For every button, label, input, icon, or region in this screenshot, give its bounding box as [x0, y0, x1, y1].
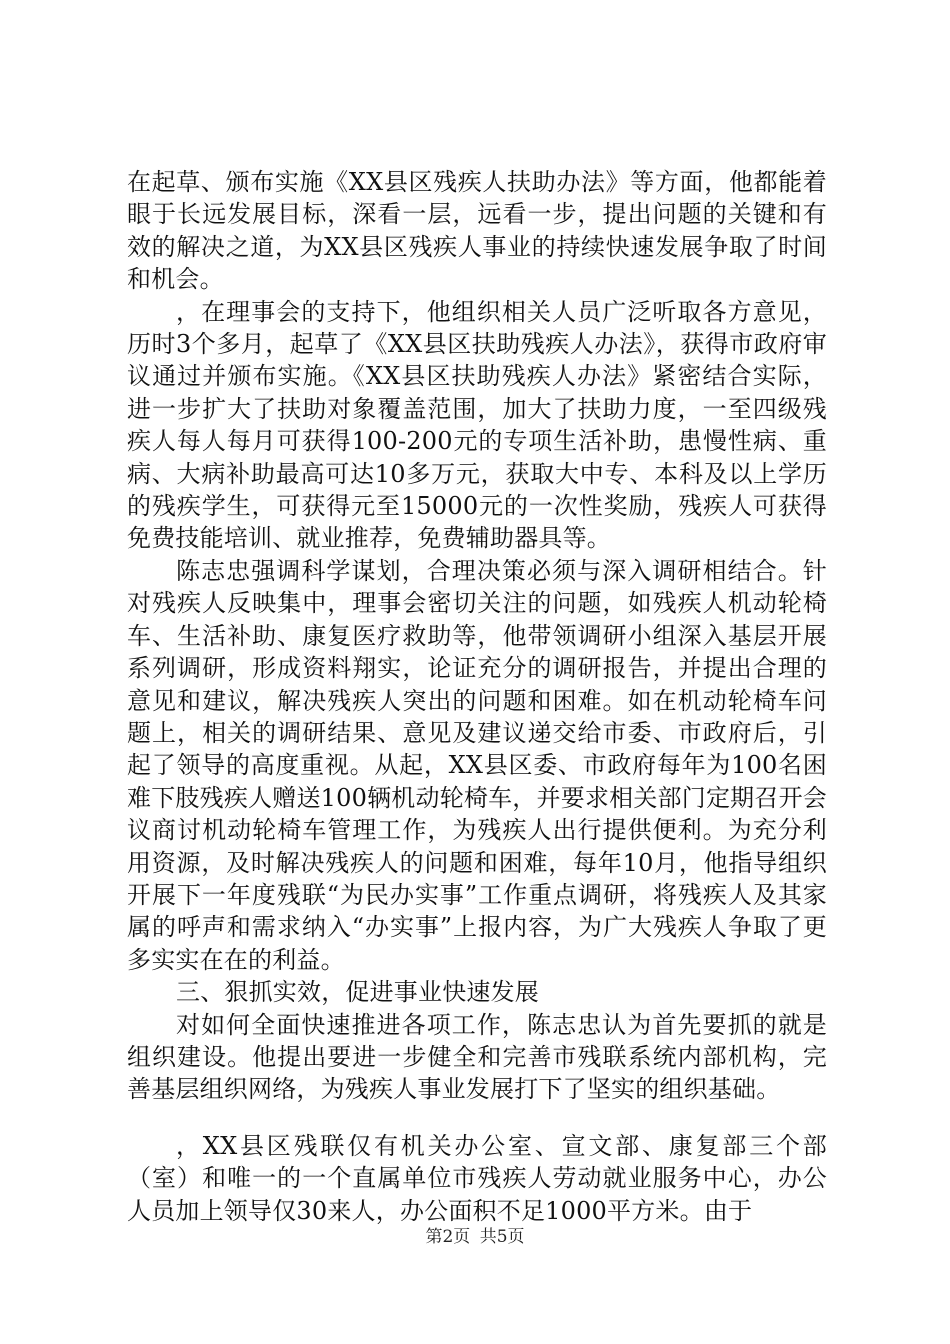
document-body: [127, 166, 827, 1227]
page-footer: [0, 1226, 950, 1248]
paragraph-1: 在起草、颁布实施《XX县区残疾人扶助办法》等方面，他都能着眼于长远发展目标，深看一层，远看一步，提出问题的关键和有效的解决之道，为XX县区残疾人事业的持续快速发展争取了时间和机会。: [127, 168, 827, 294]
paragraph-4: 对如何全面快速推进各项工作，陈志忠认为首先要抓的就是组织建设。他提出要进一步健全和完善市残联系统内部机构，完善基层组织网络，为残疾人事业发展打下了坚实的组织基础。: [127, 1010, 827, 1104]
section-heading: 三、狠抓实效，促进事业快速发展: [176, 978, 539, 1007]
paragraph-2: ，在理事会的支持下，他组织相关人员广泛听取各方意见，历时3个多月，起草了《XX县区扶助残疾人办法》，获得市政府审议通过并颁布实施。《XX县区扶助残疾人办法》紧密结合实际，进一步扩大了扶助对象覆盖范围，加大了扶助力度，一至四级残疾人每人每月可获得100-200元的专项生活补助，患慢性病、重病、大病补助最高可达10多万元，获取大中专、本科及以上学历的残疾学生，可获得元至15000元的一次性奖励，残疾人可获得免费技能培训、就业推荐，免费辅助器具等。: [127, 297, 827, 553]
paragraph-3: 陈志忠强调科学谋划，合理决策必须与深入调研相结合。针对残疾人反映集中，理事会密切关注的问题，如残疾人机动轮椅车、生活补助、康复医疗救助等，他带领调研小组深入基层开展系列调研，形成资料翔实，论证充分的调研报告，并提出合理的意见和建议，解决残疾人突出的问题和困难。如在机动轮椅车问题上，相关的调研结果、意见及建议递交给市委、市政府后，引起了领导的高度重视。从起，XX县区委、市政府每年为100名困难下肢残疾人赠送100辆机动轮椅车，并要求相关部门定期召开会议商讨机动轮椅车管理工作，为残疾人出行提供便利。为充分利用资源，及时解决残疾人的问题和困难，每年10月，他指导组织开展下一年度残联“为民办实事”工作重点调研，将残疾人及其家属的呼声和需求纳入“办实事”上报内容，为广大残疾人争取了更多实实在在的利益。: [127, 556, 827, 974]
paragraph-5: ，XX县区残联仅有机关办公室、宣文部、康复部三个部（室）和唯一的一个直属单位市残疾人劳动就业服务中心，办公人员加上领导仅30来人，办公面积不足1000平方米。由于: [127, 1131, 827, 1225]
page-total: 共5页: [479, 1227, 525, 1247]
page-number: 第2页: [425, 1227, 471, 1247]
